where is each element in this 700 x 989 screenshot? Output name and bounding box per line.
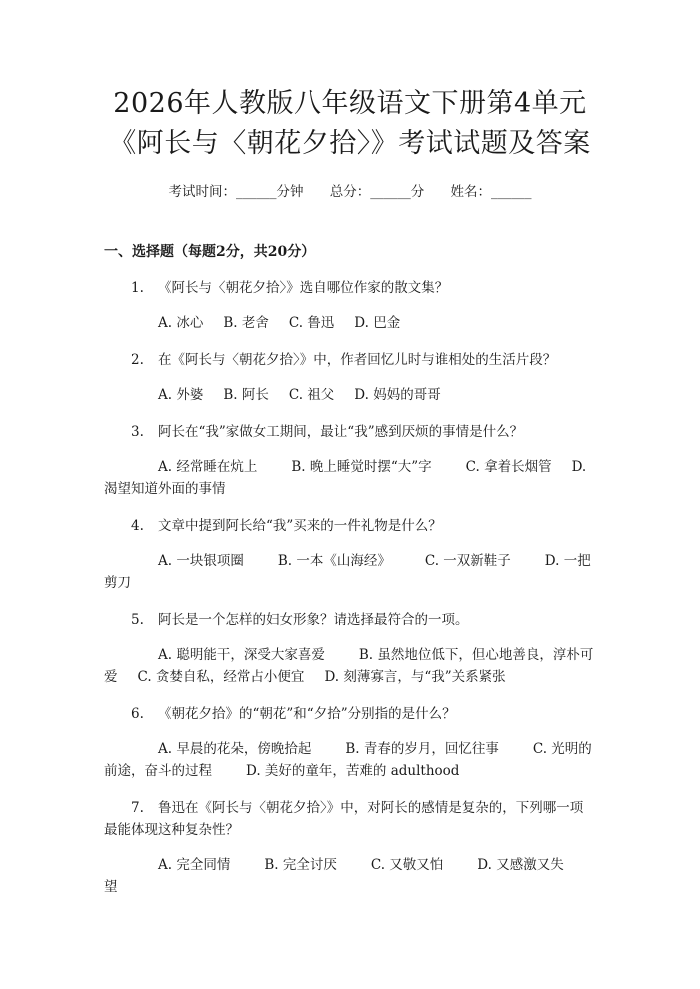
- question-number: 7.: [131, 800, 144, 816]
- option-a: A. 聪明能干，深受大家喜爱: [158, 647, 325, 663]
- option-c: C. 祖父: [288, 387, 335, 403]
- question-options: [104, 854, 596, 898]
- question-number: 6.: [131, 706, 144, 722]
- question-1: [104, 277, 596, 334]
- option-c: C. 又敬又怕: [370, 857, 444, 873]
- question-text: 文章中提到阿长给“我”买来的一件礼物是什么？: [158, 518, 442, 534]
- question-stem: [104, 703, 596, 725]
- question-stem: [104, 421, 596, 443]
- option-d: D. 渴望知道外面的事情: [104, 459, 587, 497]
- option-b: B. 老舍: [223, 315, 269, 331]
- question-stem: [104, 349, 596, 371]
- question-text: 鲁迅在《阿长与〈朝花夕拾〉》中，对阿长的感情是复杂的，下列哪一项最能体现这种复杂性？: [104, 800, 584, 838]
- option-b: B. 阿长: [223, 387, 269, 403]
- option-a: A. 完全同情: [158, 857, 231, 873]
- question-options: [104, 644, 596, 688]
- option-b: B. 晚上睡觉时摆“大”字: [291, 459, 432, 475]
- question-text: 在《阿长与〈朝花夕拾〉》中，作者回忆儿时与谁相处的生活片段？: [158, 352, 557, 368]
- question-text: 阿长是一个怎样的妇女形象？请选择最符合的一项。: [158, 612, 469, 628]
- option-d: D. 刻薄寡言，与“我”关系紧张: [324, 669, 506, 685]
- option-a: A. 早晨的花朵，傍晚拾起: [158, 741, 312, 757]
- option-a: A. 外婆: [158, 387, 204, 403]
- option-d: D. 妈妈的哥哥: [354, 387, 441, 403]
- question-options: [104, 738, 596, 782]
- question-text: 阿长在“我”家做女工期间，最让“我”感到厌烦的事情是什么？: [158, 424, 524, 440]
- question-options: [104, 456, 596, 500]
- question-number: 2.: [131, 352, 144, 368]
- question-5: [104, 609, 596, 688]
- exam-score-field: 总分：______分: [329, 184, 425, 200]
- question-stem: [104, 797, 596, 841]
- option-b: B. 青春的岁月，回忆往事: [345, 741, 499, 757]
- question-stem: [104, 277, 596, 299]
- question-number: 4.: [131, 518, 144, 534]
- option-d: D. 一把剪刀: [104, 553, 591, 591]
- option-b: B. 虽然地位低下，但心地善良，淳朴可爱: [104, 647, 594, 685]
- question-stem: [104, 609, 596, 631]
- exam-time-field: 考试时间：______分钟: [168, 184, 304, 200]
- option-a: A. 一块银项圈: [158, 553, 244, 569]
- option-a: A. 冰心: [158, 315, 204, 331]
- option-d: D. 又感激又失望: [104, 857, 564, 895]
- question-4: [104, 515, 596, 594]
- question-number: 5.: [131, 612, 144, 628]
- question-number: 1.: [131, 280, 144, 296]
- exam-name-field: 姓名：______: [450, 184, 532, 200]
- question-6: [104, 703, 596, 782]
- question-7: [104, 797, 596, 898]
- option-a: A. 经常睡在炕上: [158, 459, 258, 475]
- option-d: D. 美好的童年，苦难的 adulthood: [246, 763, 460, 779]
- question-stem: [104, 515, 596, 537]
- question-text: 《朝花夕拾》的“朝花”和“夕拾”分别指的是什么？: [158, 706, 456, 722]
- question-options: [104, 312, 596, 334]
- question-number: 3.: [131, 424, 144, 440]
- option-c: C. 拿着长烟管: [465, 459, 552, 475]
- exam-meta: [104, 182, 596, 202]
- question-3: [104, 421, 596, 500]
- exam-page: [0, 84, 700, 989]
- question-options: [104, 384, 596, 406]
- option-c: C. 一双新鞋子: [424, 553, 511, 569]
- question-options: [104, 550, 596, 594]
- option-c: C. 鲁迅: [288, 315, 335, 331]
- question-2: [104, 349, 596, 406]
- option-c: C. 贪婪自私，经常占小便宜: [137, 669, 305, 685]
- option-d: D. 巴金: [354, 315, 401, 331]
- option-c: C. 光明的前途，奋斗的过程: [104, 741, 592, 779]
- section-heading: 一、选择题（每题2分，共20分）: [104, 244, 316, 260]
- question-text: 《阿长与〈朝花夕拾〉》选自哪位作家的散文集？: [158, 280, 449, 296]
- option-b: B. 完全讨厌: [264, 857, 337, 873]
- exam-title: 2026年人教版八年级语文下册第4单元《阿长与〈朝花夕拾〉》考试试题及答案: [109, 88, 591, 159]
- option-b: B. 一本《山海经》: [277, 553, 391, 569]
